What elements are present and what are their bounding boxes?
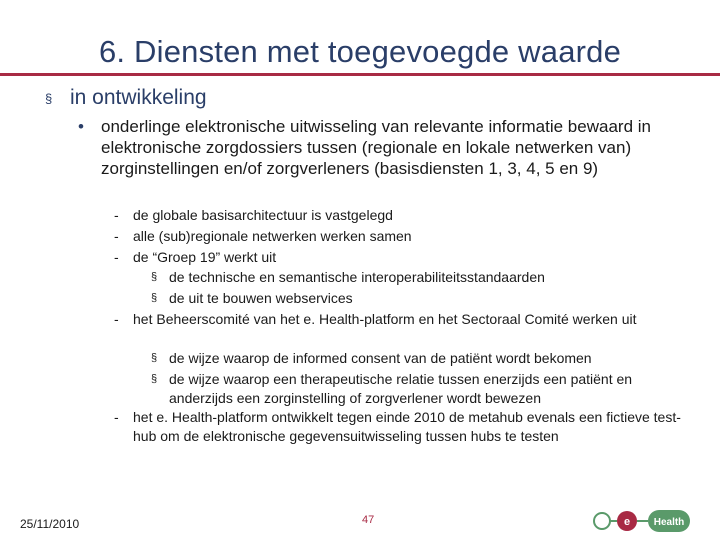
title-divider — [0, 73, 720, 76]
sub-list-item-text: de wijze waarop een therapeutische relatie tussen enerzijds een patiënt en anderzijds een zorginstelling of zorgverlener wordt bewezen — [169, 371, 633, 406]
square-bullet-icon: § — [151, 271, 158, 283]
logo-ring-icon — [594, 513, 610, 529]
footer-date: 25/11/2010 — [20, 517, 80, 531]
dash-marker: - — [114, 228, 119, 244]
slide-title: 6. Diensten met toegevoegde waarde — [98, 34, 622, 69]
dash-marker: - — [114, 311, 119, 327]
dash-marker: - — [114, 249, 119, 265]
square-bullet-icon: § — [151, 373, 158, 385]
square-bullet-icon: § — [151, 352, 158, 364]
bullet-level1-text: in ontwikkeling — [70, 86, 207, 109]
list-item-text: het Beheerscomité van het e. Health-platform en het Sectoraal Comité werken uit — [133, 311, 637, 327]
sub-list-item-text: de wijze waarop de informed consent van de patiënt wordt bekomen — [169, 350, 592, 366]
square-bullet-icon: § — [45, 91, 53, 106]
sub-list-item-text: de uit te bouwen webservices — [169, 290, 353, 306]
ehealth-logo — [592, 507, 692, 535]
list-item-text: de globale basisarchitectuur is vastgelegd — [133, 207, 393, 223]
bullet-level2-text: onderlinge elektronische uitwisseling van relevante informatie bewaard in elektronische zorgdossiers tussen (regionale en lokale netwerken van) zorginstellingen en/of zorgverleners (basisdiensten 1, 3, 4, 5 en 9) — [101, 117, 651, 178]
list-item-text: alle (sub)regionale netwerken werken samen — [133, 228, 412, 244]
dash-marker: - — [114, 409, 119, 425]
list-item-text: het e. Health-platform ontwikkelt tegen einde 2010 de metahub evenals een fictieve test-hub om de elektronische gegevensuitwisseling tussen hubs te testen — [133, 409, 681, 444]
dot-bullet-icon: • — [78, 117, 84, 136]
square-bullet-icon: § — [151, 292, 158, 304]
logo-word: Health — [653, 517, 685, 528]
list-item-text: de “Groep 19” werkt uit — [133, 249, 277, 265]
dash-marker: - — [114, 207, 119, 223]
page-number: 47 — [362, 514, 375, 526]
sub-list-item-text: de technische en semantische interoperabiliteitsstandaarden — [169, 269, 545, 285]
logo-letter: e — [623, 516, 631, 528]
